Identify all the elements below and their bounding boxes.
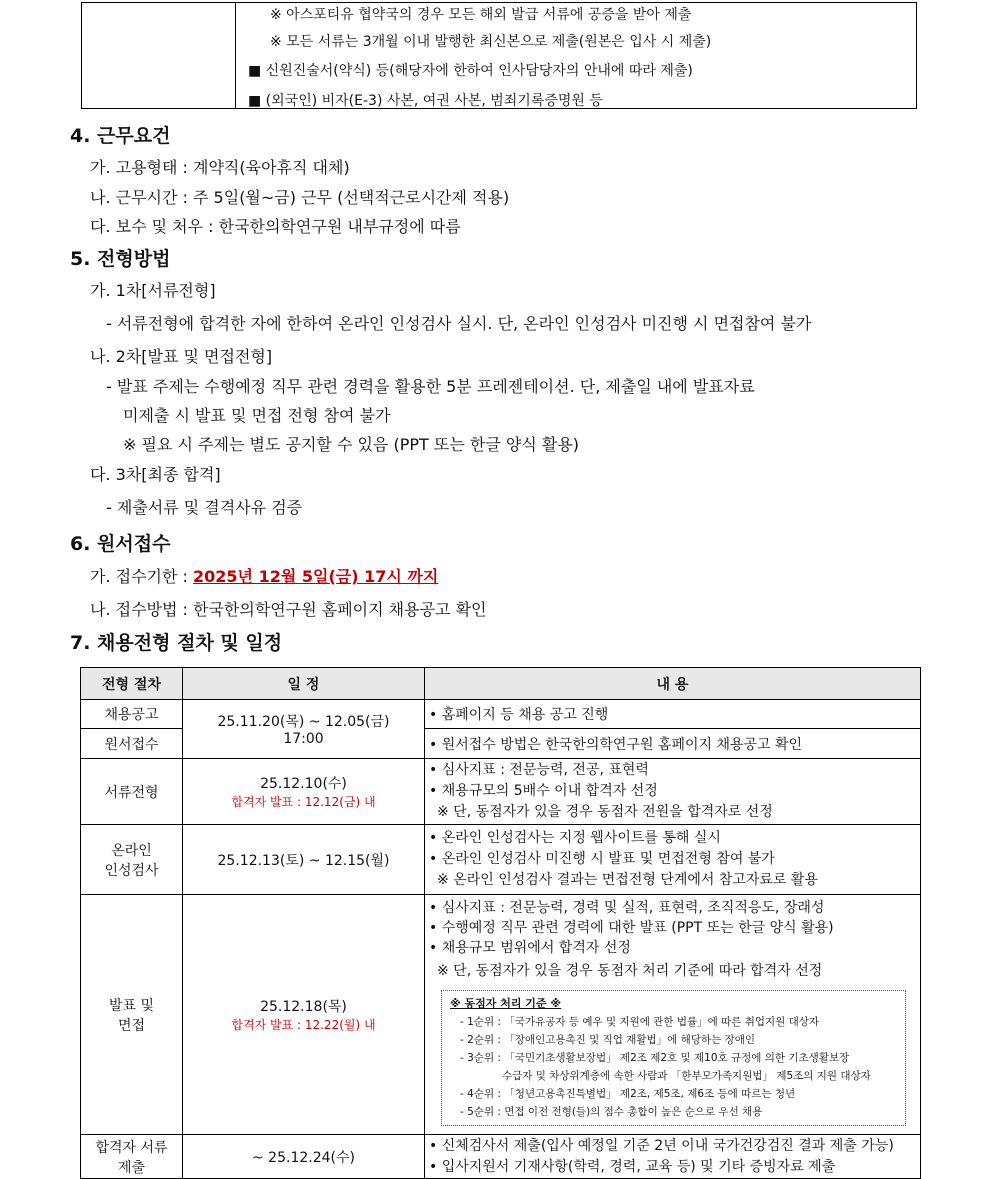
list-item: ※ 온라인 인성검사 결과는 면접전형 단계에서 참고자료로 활용 <box>437 872 818 888</box>
stage-2-title: 나. 2차[발표 및 면접전형] <box>90 347 273 366</box>
deadline-line <box>90 564 438 587</box>
stage-1-title: 가. 1차[서류전형] <box>90 281 216 300</box>
table-header-row <box>81 668 921 700</box>
tie-break-title: ※ 동점자 처리 기준 ※ <box>450 996 562 1010</box>
working-hours: 나. 근무시간 : 주 5일(월~금) 근무 (선택적근로시간제 적용) <box>90 188 510 207</box>
section-7-title: 7. 채용전형 절차 및 일정 <box>70 632 283 654</box>
table-row <box>81 700 921 729</box>
schedule-cell <box>183 895 425 1135</box>
table-row <box>81 759 921 825</box>
content-cell <box>425 759 921 825</box>
header-content: 내 용 <box>425 668 921 700</box>
list-item: • 심사지표 : 전문능력, 경력 및 실적, 표현력, 조직적응도, 장래성 <box>429 899 825 916</box>
stage-cell <box>81 825 183 895</box>
content-cell: • 원서접수 방법은 한국한의학연구원 홈페이지 채용공고 확인 <box>425 729 921 759</box>
content-cell <box>425 1135 921 1179</box>
deadline-value: 2025년 12월 5일(금) 17시 까지 <box>193 567 439 586</box>
schedule-time: 17:00 <box>283 731 324 747</box>
stage-line: 합격자 서류 <box>95 1139 168 1156</box>
list-item: ※ 단, 동점자가 있을 경우 동점자 처리 기준에 따라 합격자 선정 <box>437 962 823 979</box>
box-divider <box>235 3 236 108</box>
stage-1-item: - 서류전형에 합격한 자에 한하여 온라인 인성검사 실시. 단, 온라인 인성검사 미진행 시 면접참여 불가 <box>106 314 812 333</box>
content-cell <box>425 825 921 895</box>
schedule-cell <box>183 759 425 825</box>
employment-type: 가. 고용형태 : 계약직(육아휴직 대체) <box>90 158 350 177</box>
stage-cell: 서류전형 <box>81 759 183 825</box>
section-4-title: 4. 근무요건 <box>70 125 171 147</box>
tie-break-rule: - 4순위 : 「청년고용촉진특별법」 제2조, 제5조, 제6조 등에 따르는 청년 <box>460 1087 796 1100</box>
stage-cell <box>81 895 183 1135</box>
stage-line: 인성검사 <box>104 862 159 879</box>
deadline-label: 가. 접수기한 : <box>90 567 194 586</box>
stage-line: 제출 <box>117 1159 146 1176</box>
announcement-note: 합격자 발표 : 12.22(월) 내 <box>231 1018 376 1032</box>
list-item: • 온라인 인성검사는 지정 웹사이트를 통해 실시 <box>429 830 721 846</box>
section-6-title: 6. 원서접수 <box>70 533 171 555</box>
identity-statement-item: ■ 신원진술서(약식) 등(해당자에 한하여 인사담당자의 안내에 따라 제출) <box>248 63 693 79</box>
schedule-cell: ~ 25.12.24(수) <box>183 1135 425 1179</box>
tie-break-rule: - 3순위 : 「국민기초생활보장법」 제2조 제2호 및 제10호 규정에 의한 기초생활보장 <box>460 1051 850 1064</box>
tie-break-criteria-box <box>441 990 906 1126</box>
stage-2-note: ※ 필요 시 주제는 별도 공지할 수 있음 (PPT 또는 한글 양식 활용) <box>123 435 580 454</box>
list-item: • 신체검사서 제출(입사 예정일 기준 2년 이내 국가건강검진 결과 제출 가능) <box>429 1137 894 1154</box>
documents-box <box>81 2 917 109</box>
schedule-cell <box>183 700 425 759</box>
tie-break-rule: - 1순위 : 「국가유공자 등 예우 및 지원에 관한 법률」에 따른 취업지원 대상자 <box>460 1015 820 1028</box>
list-item: ※ 단, 동점자가 있을 경우 동점자 전원을 합격자로 선정 <box>437 804 773 820</box>
stage-line: 면접 <box>117 1017 146 1034</box>
stage-2-item-cont: 미제출 시 발표 및 면접 전형 참여 불가 <box>123 406 391 425</box>
foreigner-visa-item: ■ (외국인) 비자(E-3) 사본, 여권 사본, 범죄기록증명원 등 <box>248 93 603 109</box>
tie-break-rule: - 5순위 : 면접 이전 전형(들)의 점수 총합이 높은 순으로 우선 채용 <box>460 1105 763 1118</box>
announcement-note: 합격자 발표 : 12.12(금) 내 <box>231 795 376 809</box>
section-5-title: 5. 전형방법 <box>70 248 171 270</box>
content-cell <box>425 895 921 1135</box>
schedule-date: 25.12.10(수) <box>260 776 347 792</box>
recent-docs-note: ※ 모든 서류는 3개월 이내 발행한 최신본으로 제출(원본은 입사 시 제출) <box>270 34 712 50</box>
apostille-note: ※ 아스포티유 협약국의 경우 모든 해외 발급 서류에 공증을 받아 제출 <box>270 7 692 23</box>
content-cell: • 홈페이지 등 채용 공고 진행 <box>425 700 921 729</box>
header-stage: 전형 절차 <box>81 668 183 700</box>
compensation: 다. 보수 및 처우 : 한국한의학연구원 내부규정에 따름 <box>90 217 461 236</box>
stage-3-item: - 제출서류 및 결격사유 검증 <box>106 498 303 517</box>
stage-cell: 채용공고 <box>81 700 183 729</box>
stage-line: 온라인 <box>111 842 152 859</box>
schedule-table <box>80 667 921 1179</box>
list-item: • 채용규모 범위에서 합격자 선정 <box>429 939 631 956</box>
list-item: • 온라인 인성검사 미진행 시 발표 및 면접전형 참여 불가 <box>429 851 775 867</box>
list-item: • 심사지표 : 전문능력, 전공, 표현력 <box>429 762 649 778</box>
table-row <box>81 825 921 895</box>
list-item: • 수행예정 직무 관련 경력에 대한 발표 (PPT 또는 한글 양식 활용) <box>429 919 834 936</box>
stage-3-title: 다. 3차[최종 합격] <box>90 465 221 484</box>
list-item: • 채용규모의 5배수 이내 합격자 선정 <box>429 783 658 799</box>
schedule-cell: 25.12.13(토) ~ 12.15(월) <box>183 825 425 895</box>
tie-break-rule: - 2순위 : 「장애인고용촉진 및 직업 재활법」에 해당하는 장애인 <box>460 1033 755 1046</box>
stage-2-item: - 발표 주제는 수행예정 직무 관련 경력을 활용한 5분 프레젠테이션. 단, 제출일 내에 발표자료 <box>106 377 755 396</box>
application-method: 나. 접수방법 : 한국한의학연구원 홈페이지 채용공고 확인 <box>90 600 487 619</box>
stage-line: 발표 및 <box>108 997 155 1014</box>
table-row <box>81 895 921 1135</box>
tie-break-rule-cont: 수급자 및 차상위계층에 속한 사람과 「한부모가족지원법」 제5조의 지원 대상자 <box>502 1069 871 1082</box>
list-item: • 입사지원서 기재사항(학력, 경력, 교육 등) 및 기타 증빙자료 제출 <box>429 1158 836 1175</box>
header-schedule: 일 정 <box>183 668 425 700</box>
table-row <box>81 1135 921 1179</box>
schedule-date: 25.11.20(목) ~ 12.05(금) <box>217 714 390 730</box>
schedule-date: 25.12.18(목) <box>260 999 347 1015</box>
stage-cell <box>81 1135 183 1179</box>
stage-cell: 원서접수 <box>81 729 183 759</box>
